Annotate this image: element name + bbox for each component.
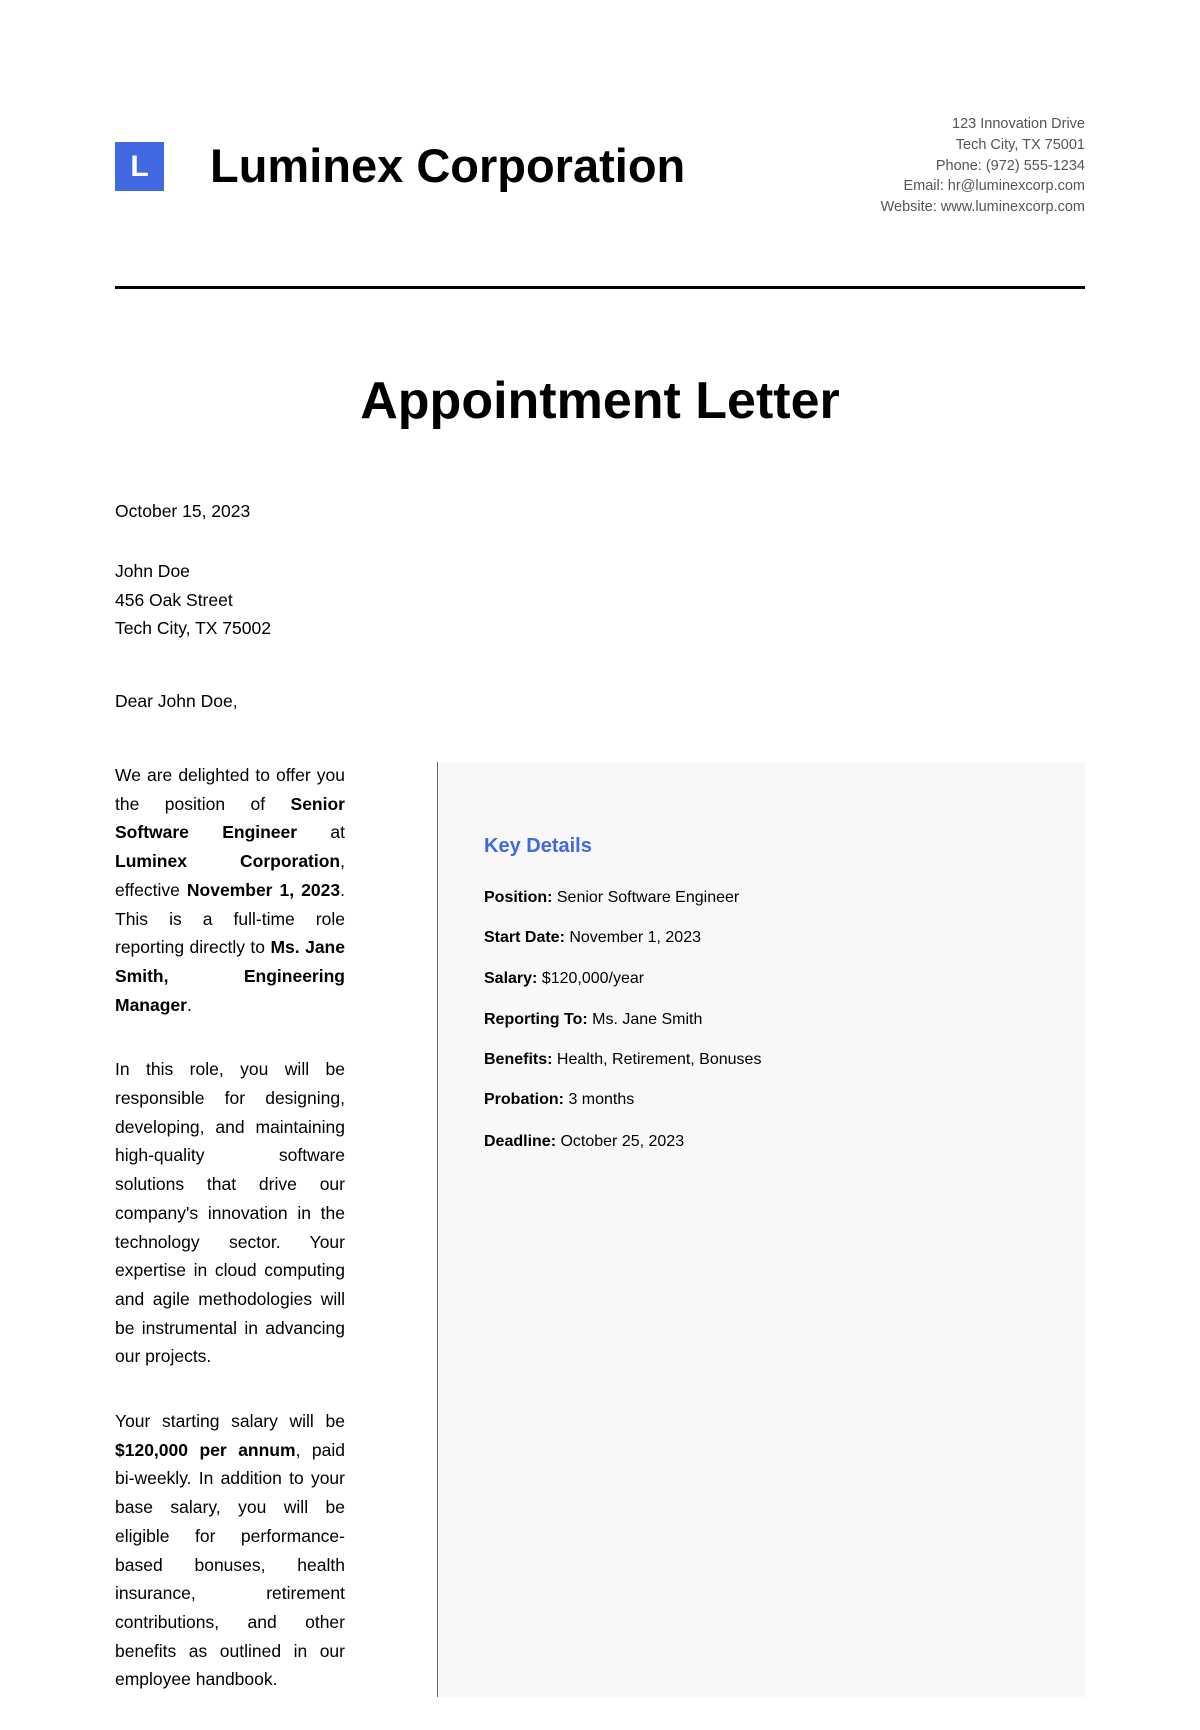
letter-body [115, 761, 345, 1730]
detail-deadline [484, 1132, 684, 1152]
text-segment: . [186, 994, 192, 1015]
detail-label: Start Date: [484, 929, 565, 946]
detail-value: 3 months [564, 1091, 635, 1108]
detail-salary [484, 969, 644, 989]
detail-benefits [484, 1050, 761, 1070]
document-title: Appointment Letter [360, 372, 840, 430]
detail-value: November 1, 2023 [564, 929, 701, 946]
body-paragraph-offer [115, 761, 345, 1019]
company-website: Website: www.luminexcorp.com [880, 199, 1085, 216]
detail-value: $120,000/year [537, 970, 645, 987]
manager-emphasis: Ms. Jane Smith, Engineering Manager [115, 937, 345, 1015]
letterhead [115, 100, 1085, 290]
detail-label: Probation: [484, 1091, 564, 1108]
recipient-name: John Doe [115, 561, 190, 581]
detail-label: Salary: [484, 970, 538, 987]
text-segment: We are delighted to offer you the position of [115, 765, 345, 814]
body-paragraph-salary [115, 1407, 345, 1694]
text-segment: Your starting salary will be [115, 1411, 345, 1432]
key-details-title: Key Details [484, 835, 592, 857]
company-emphasis: Luminex Corporation [115, 851, 341, 872]
key-details-panel [438, 762, 1085, 1697]
detail-label: Reporting To: [484, 1011, 588, 1028]
company-contact-block [881, 114, 1085, 218]
recipient-city: Tech City, TX 75002 [115, 618, 271, 639]
column-divider [437, 762, 438, 1697]
detail-value: Senior Software Engineer [552, 889, 740, 906]
salary-emphasis: $120,000 per annum [115, 1439, 296, 1460]
detail-probation [484, 1090, 634, 1110]
recipient-street: 456 Oak Street [115, 589, 233, 610]
salutation: Dear John Doe, [115, 691, 238, 711]
start-date-emphasis: November 1, 2023 [186, 879, 341, 900]
detail-position [484, 888, 739, 908]
text-segment: In this role, you will be responsible for designing, developing, and maintaining high-quality software solutions that drive our company's innovation in the technology sector. Your expertise in cloud computing and agile methodologies will be instrumental in advancing our projects. [115, 1059, 345, 1367]
detail-start-date [484, 928, 701, 948]
detail-reporting-to [484, 1010, 702, 1030]
text-segment: , paid bi-weekly. In addition to your base salary, you will be eligible for performance-based bonuses, health insurance, retirement contributions, and other benefits as outlined in our employee handbook. [115, 1439, 345, 1690]
text-segment: at [297, 822, 345, 843]
company-name: Luminex Corporation [210, 139, 686, 192]
recipient-address [115, 557, 271, 643]
company-logo: L [115, 142, 164, 191]
detail-value: Health, Retirement, Bonuses [552, 1051, 762, 1068]
company-phone: Phone: (972) 555-1234 [935, 157, 1085, 174]
detail-label: Position: [484, 889, 553, 906]
body-paragraph-role [115, 1055, 345, 1371]
company-email: Email: hr@luminexcorp.com [903, 178, 1085, 195]
company-city: Tech City, TX 75001 [955, 136, 1085, 153]
detail-value: October 25, 2023 [556, 1133, 685, 1150]
position-emphasis: Senior Software Engineer [115, 793, 345, 843]
detail-label: Benefits: [484, 1051, 553, 1068]
letter-date: October 15, 2023 [115, 501, 251, 521]
company-street: 123 Innovation Drive [952, 116, 1085, 132]
header-divider [115, 286, 1085, 289]
detail-value: Ms. Jane Smith [587, 1011, 703, 1028]
text-segment: . This is a full-time role reporting directly to [115, 879, 345, 958]
detail-label: Deadline: [484, 1133, 557, 1150]
text-segment: , effective [115, 851, 345, 900]
